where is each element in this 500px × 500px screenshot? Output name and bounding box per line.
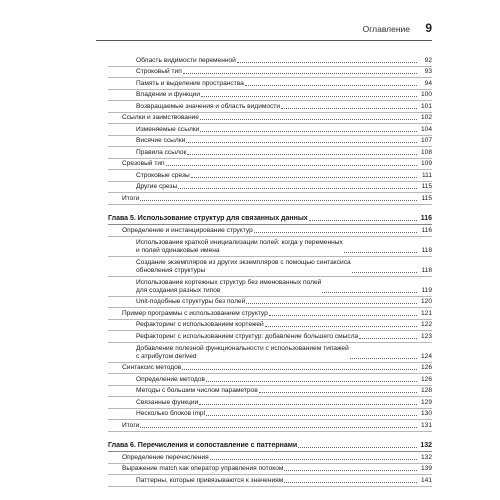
- toc-entry[interactable]: [108, 170, 432, 182]
- toc-entry-page: 128: [420, 387, 432, 394]
- toc-entry[interactable]: [108, 386, 432, 398]
- toc-entry-title: Синтаксис методов: [122, 364, 182, 371]
- toc-entry-title: Рефакторинг с использованием структур: добавление большего смысла: [136, 332, 359, 340]
- toc-entry[interactable]: [108, 193, 432, 205]
- toc-entry-page: 126: [420, 375, 432, 383]
- toc-entry-page: 118: [421, 266, 432, 274]
- toc-dot-leader: [254, 232, 417, 233]
- toc-entry-title: Другие срезы: [136, 183, 178, 190]
- toc-entry[interactable]: [108, 464, 432, 476]
- toc-dot-leader: [245, 85, 417, 86]
- toc-entry-title: Создание экземпляров из других экземпляров с помощью синтаксиса обновления структуры: [136, 258, 351, 274]
- toc-entry[interactable]: [108, 397, 432, 409]
- toc-entry-title: Глава 6. Перечисления и сопоставление с паттернами: [108, 442, 298, 449]
- toc-entry-title: Изменяемые ссылки: [136, 125, 200, 133]
- toc-entry[interactable]: [108, 374, 432, 386]
- toc-dot-leader: [259, 392, 417, 393]
- toc-entry-title: Ссылки и заимствование: [122, 114, 199, 121]
- toc-dot-leader: [298, 447, 417, 448]
- toc-dot-leader: [140, 427, 417, 428]
- toc-entry-page: 126: [420, 364, 432, 371]
- toc-entry-page: 141: [420, 476, 432, 484]
- toc-dot-leader: [309, 220, 417, 221]
- toc-dot-leader: [166, 165, 417, 166]
- toc-entry[interactable]: [108, 297, 432, 309]
- toc-entry[interactable]: [108, 225, 432, 237]
- toc-entry-title: Итоги: [122, 194, 140, 202]
- toc-entry-title: Срезовый тип: [122, 160, 165, 167]
- toc-entry[interactable]: [108, 420, 432, 432]
- toc-entry[interactable]: [108, 101, 432, 113]
- toc-entry-page: 132: [420, 442, 432, 449]
- toc-entry-title: Использование краткой инициализации полей: когда у переменных и полей одинаковые имена: [136, 238, 343, 254]
- toc-entry[interactable]: [108, 320, 432, 332]
- toc-dot-leader: [322, 292, 417, 293]
- toc-entry-page: 109: [420, 160, 432, 167]
- toc-entry-page: 139: [420, 465, 432, 472]
- toc-dot-leader: [140, 200, 417, 201]
- toc-entry-page: 115: [421, 194, 432, 202]
- toc-entry[interactable]: [108, 55, 432, 67]
- toc-entry-page: 121: [420, 309, 432, 317]
- toc-entry-page: 122: [420, 321, 432, 328]
- toc-entry[interactable]: [108, 67, 432, 79]
- toc-dot-leader: [359, 338, 417, 339]
- page-number: 9: [425, 21, 432, 35]
- toc-dot-leader: [201, 96, 417, 97]
- toc-entry-page: 107: [420, 137, 432, 144]
- toc-entry-title: Выражение match как оператор управления потоком: [122, 465, 284, 472]
- running-header: [96, 22, 432, 41]
- toc-dot-leader: [284, 470, 417, 471]
- toc-entry[interactable]: [108, 409, 432, 421]
- toc-entry-page: 94: [424, 79, 432, 87]
- toc-entry-page: 116: [420, 215, 432, 222]
- toc-entry-title: Область видимости переменной: [136, 56, 236, 64]
- toc-entry-page: 108: [420, 148, 432, 156]
- toc-entry-title: Определение и инстанцирование структур: [122, 226, 253, 234]
- toc-dot-leader: [191, 177, 417, 178]
- toc-entry-page: 111: [421, 171, 432, 179]
- toc-entry-page: 93: [424, 68, 432, 75]
- toc-entry-page: 132: [420, 453, 432, 461]
- toc-dot-leader: [183, 73, 417, 74]
- toc-entry-page: 100: [420, 91, 432, 98]
- toc-entry[interactable]: [108, 343, 432, 363]
- toc-dot-leader: [265, 326, 417, 327]
- toc-dot-leader: [269, 315, 417, 316]
- toc-dot-leader: [206, 381, 417, 382]
- toc-chapter[interactable]: [108, 214, 432, 226]
- toc-entry-page: 118: [421, 246, 432, 254]
- toc-entry-title: Определение методов: [136, 375, 205, 383]
- toc-entry-page: 129: [420, 398, 432, 406]
- toc-entry-title: Возвращаемые значения и область видимости: [136, 102, 281, 110]
- toc-entry[interactable]: [108, 90, 432, 102]
- toc-entry-page: 116: [421, 226, 432, 234]
- toc-entry[interactable]: [108, 452, 432, 464]
- toc-dot-leader: [182, 369, 417, 370]
- toc-dot-leader: [344, 252, 417, 253]
- toc-entry-title: Пример программы с использованием структур: [122, 309, 268, 317]
- toc-entry-title: Правила ссылок: [136, 148, 187, 156]
- table-of-contents: [108, 55, 432, 487]
- toc-entry[interactable]: [108, 159, 432, 171]
- toc-dot-leader: [200, 131, 417, 132]
- toc-dot-leader: [206, 415, 417, 416]
- toc-entry-page: 131: [420, 421, 432, 429]
- toc-entry[interactable]: [108, 277, 432, 297]
- toc-entry-title: Итоги: [122, 421, 140, 429]
- toc-entry-title: Использование кортежных структур без именованных полей для создания разных типов: [136, 278, 322, 294]
- toc-dot-leader: [281, 108, 417, 109]
- toc-entry-page: 104: [420, 125, 432, 133]
- chapter-gap: [108, 432, 432, 441]
- toc-dot-leader: [237, 62, 417, 63]
- toc-dot-leader: [200, 119, 417, 120]
- toc-entry[interactable]: [108, 124, 432, 136]
- toc-entry-page: 120: [420, 298, 432, 305]
- toc-dot-leader: [352, 272, 417, 273]
- toc-entry[interactable]: [108, 136, 432, 148]
- toc-entry[interactable]: [108, 237, 432, 257]
- toc-entry-title: Связанные функции: [136, 398, 199, 406]
- toc-entry-title: Владение и функции: [136, 91, 201, 98]
- toc-entry-title: Определение перечисления: [122, 453, 209, 461]
- toc-entry-page: 92: [424, 56, 432, 64]
- toc-entry-title: Память и выделение пространства: [136, 79, 244, 87]
- toc-entry-page: 102: [420, 114, 432, 121]
- toc-entry[interactable]: [108, 147, 432, 159]
- toc-entry-title: Методы с большим числом параметров: [136, 387, 258, 394]
- toc-entry-title: Рефакторинг с использованием кортежей: [136, 321, 264, 328]
- toc-entry-title: Unit-подобные структуры без полей: [136, 298, 246, 305]
- toc-entry-title: Паттерны, которые привязываются к значениям: [136, 476, 284, 484]
- toc-entry[interactable]: [108, 257, 432, 277]
- toc-entry[interactable]: [108, 331, 432, 343]
- toc-entry[interactable]: [108, 363, 432, 375]
- toc-entry-page: 123: [420, 332, 432, 340]
- toc-entry[interactable]: [108, 475, 432, 487]
- toc-entry-title: Несколько блоков impl: [136, 410, 206, 417]
- toc-entry-title: Строковый тип: [136, 68, 182, 75]
- toc-dot-leader: [350, 358, 417, 359]
- section-title: Оглавление: [362, 24, 410, 34]
- chapter-gap: [108, 205, 432, 214]
- toc-dot-leader: [187, 154, 417, 155]
- toc-entry-page: 119: [421, 286, 432, 294]
- toc-dot-leader: [199, 404, 417, 405]
- toc-entry[interactable]: [108, 182, 432, 194]
- toc-chapter[interactable]: [108, 441, 432, 453]
- toc-dot-leader: [284, 482, 417, 483]
- toc-dot-leader: [210, 459, 417, 460]
- toc-entry-page: 115: [421, 183, 432, 190]
- toc-entry-page: 130: [420, 410, 432, 417]
- toc-entry[interactable]: [108, 113, 432, 125]
- toc-entry-title: Добавление полезной функциональности с использованием типажей с атрибутом derived: [136, 344, 349, 360]
- toc-dot-leader: [178, 188, 417, 189]
- toc-entry[interactable]: [108, 78, 432, 90]
- toc-entry-page: 101: [420, 102, 432, 110]
- toc-dot-leader: [186, 142, 417, 143]
- toc-entry-title: Строковые срезы: [136, 171, 190, 179]
- toc-entry-page: 124: [420, 352, 432, 360]
- toc-entry-title: Глава 5. Использование структур для связанных данных: [108, 215, 308, 222]
- toc-dot-leader: [246, 303, 417, 304]
- toc-entry[interactable]: [108, 308, 432, 320]
- toc-entry-title: Висячие ссылки: [136, 137, 186, 144]
